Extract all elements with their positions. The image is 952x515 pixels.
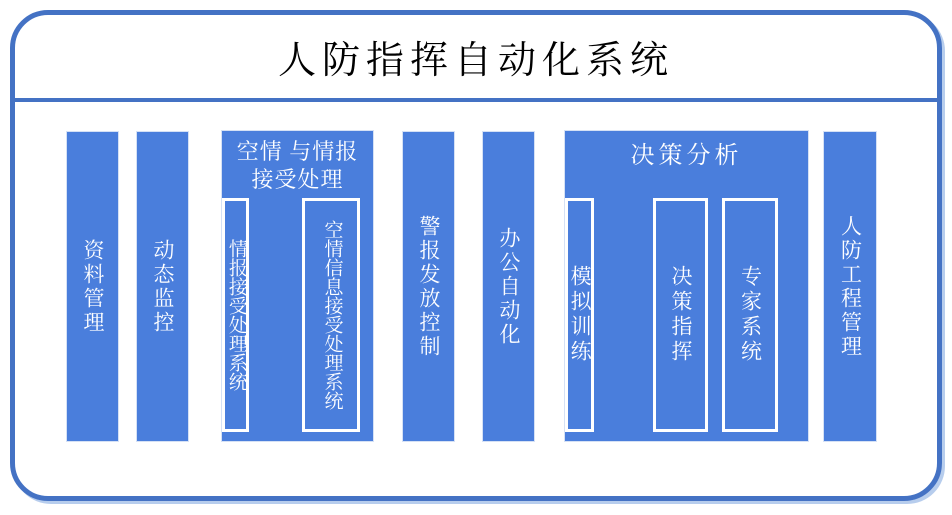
block-civil-defense-engineering-management	[824, 132, 876, 441]
subblock-simulation-training	[565, 198, 594, 432]
block-data-management-label: 资料管理	[81, 238, 106, 335]
group-air-intel-title-line2: 接受处理	[251, 167, 344, 193]
subblock-air-info-processing-system-label: 空情信息接受处理系统	[321, 220, 343, 410]
subblock-air-info-processing-system	[302, 198, 360, 432]
block-civil-defense-engineering-management-label: 人防工程管理	[838, 214, 863, 359]
subblock-expert-system-label: 专家系统	[738, 265, 763, 365]
subblock-decision-command	[653, 198, 708, 432]
block-dynamic-monitoring	[137, 132, 188, 441]
title-band	[15, 15, 937, 102]
block-dynamic-monitoring-label: 动态监控	[151, 238, 176, 335]
block-data-management	[67, 132, 118, 441]
group-air-intel-processing	[222, 131, 373, 441]
subblock-simulation-training-label: 模拟训练	[568, 265, 593, 365]
group-decision-analysis	[565, 131, 808, 441]
subblock-expert-system	[722, 198, 778, 432]
block-alarm-release-control-label: 警报发放控制	[417, 214, 442, 359]
block-office-automation-label: 办公自动化	[497, 226, 522, 347]
group-decision-analysis-title: 决策分析	[630, 143, 743, 169]
block-alarm-release-control	[403, 132, 454, 441]
subblock-decision-command-label: 决策指挥	[669, 265, 694, 365]
subblock-intel-processing-system	[222, 198, 249, 432]
subblock-intel-processing-system-label: 情报接受处理系统	[225, 239, 247, 391]
diagram-title: 人防指挥自动化系统	[277, 40, 674, 82]
group-air-intel-title-line1: 空情 与情报	[236, 139, 359, 164]
block-office-automation	[483, 132, 534, 441]
group-air-intel-title	[222, 138, 373, 194]
